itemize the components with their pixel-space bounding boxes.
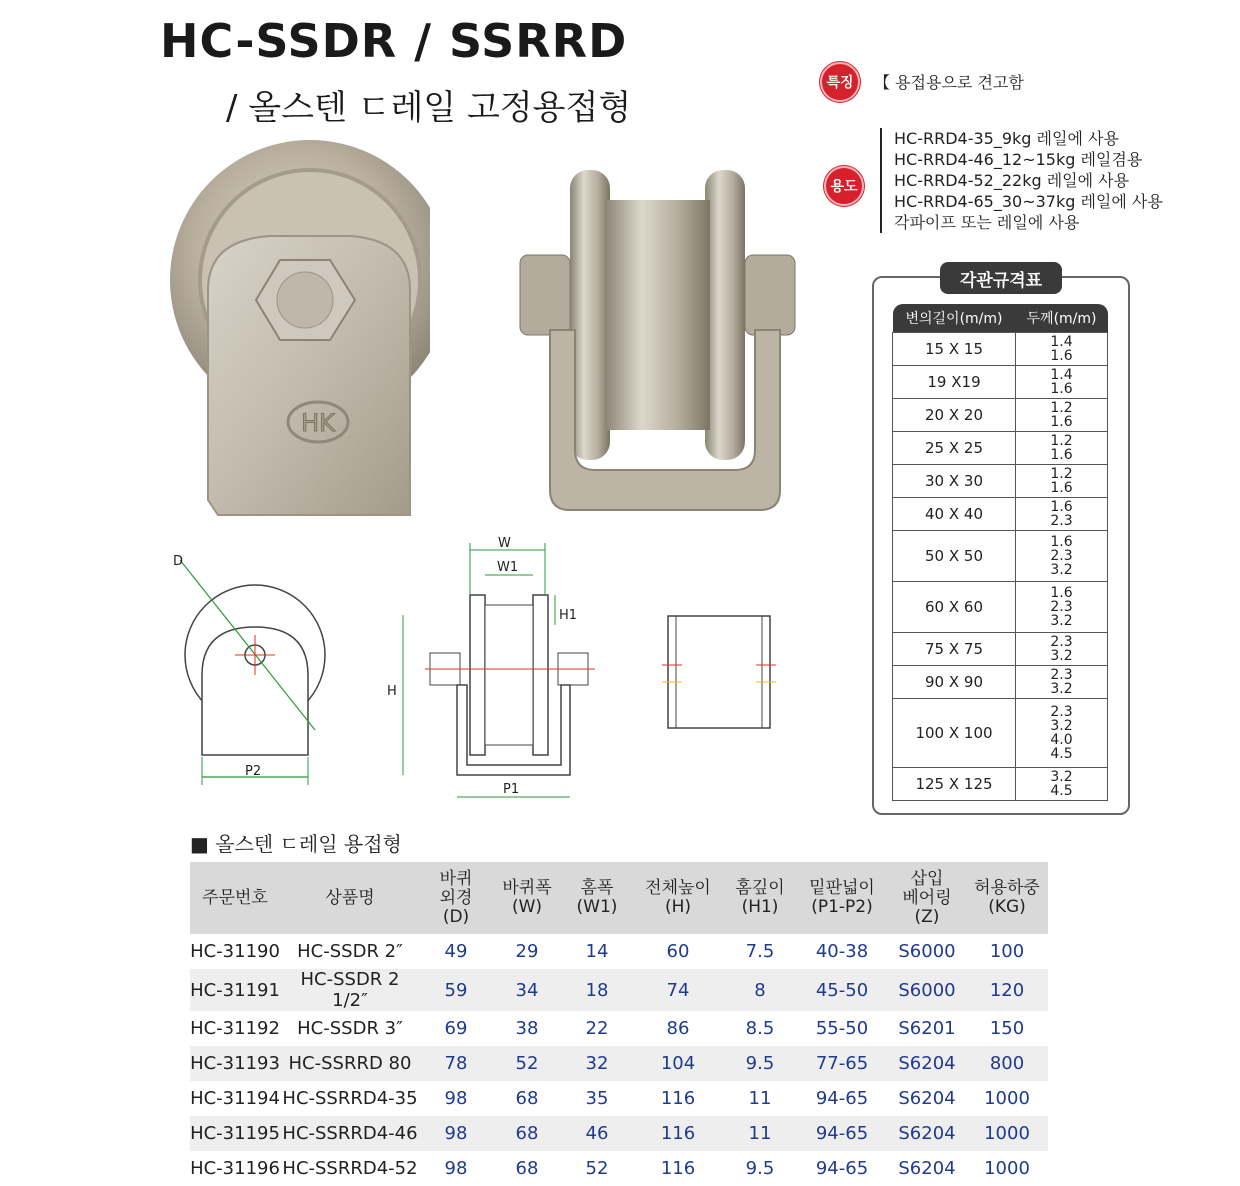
spec-size: 50 X 50 xyxy=(893,531,1016,582)
spec-row xyxy=(893,366,1108,399)
dim-label-w: W xyxy=(498,536,511,551)
product-cell: S6201 xyxy=(898,1018,956,1039)
product-cell: HC-SSDR 2 1/2″ xyxy=(280,969,420,1011)
product-cell: 69 xyxy=(444,1018,468,1039)
product-cell: 68 xyxy=(515,1088,539,1109)
product-cell: HC-SSRRD4-35 xyxy=(282,1088,418,1109)
product-cell: 94-65 xyxy=(815,1088,869,1109)
product-cell: 60 xyxy=(666,941,690,962)
product-header-line: 외경 xyxy=(439,887,473,908)
product-cell: 68 xyxy=(492,1116,562,1151)
spec-size: 19 X19 xyxy=(893,366,1016,399)
product-row xyxy=(190,1081,1048,1116)
product-cell: 11 xyxy=(724,1116,796,1151)
product-cell: 55-50 xyxy=(815,1018,869,1039)
product-cell: HC-31195 xyxy=(190,1116,280,1151)
dim-label-w1: W1 xyxy=(497,560,519,575)
product-cell: 98 xyxy=(444,1158,468,1179)
spec-thickness-value: 2.3 xyxy=(1050,634,1073,650)
product-row xyxy=(190,1151,1048,1186)
spec-row xyxy=(893,666,1108,699)
spec-size: 30 X 30 xyxy=(893,465,1016,498)
spec-row xyxy=(893,333,1108,366)
product-cell: 68 xyxy=(515,1158,539,1179)
product-header-cell xyxy=(492,862,562,934)
product-row xyxy=(190,1046,1048,1081)
spec-row xyxy=(893,531,1108,582)
spec-thickness-value: 1.6 xyxy=(1050,348,1073,364)
spec-thickness-value: 3.2 xyxy=(1050,613,1073,629)
product-photo-front xyxy=(160,140,430,520)
product-header-cell xyxy=(280,862,420,934)
product-header-line: (KG) xyxy=(988,897,1026,917)
spec-row xyxy=(893,465,1108,498)
product-header-row xyxy=(190,862,1048,934)
product-cell: HC-SSRRD4-46 xyxy=(280,1116,420,1151)
spec-size: 40 X 40 xyxy=(893,498,1016,531)
spec-thickness-value: 4.5 xyxy=(1050,783,1073,799)
spec-thickness-value: 2.3 xyxy=(1050,513,1073,529)
product-cell: 34 xyxy=(492,969,562,1011)
product-row xyxy=(190,1116,1048,1151)
spec-thickness xyxy=(1016,498,1108,531)
product-cell: HC-SSDR 2″ xyxy=(297,941,403,962)
product-cell: HC-31191 xyxy=(190,969,280,1011)
product-header-cell xyxy=(562,862,632,934)
product-cell: S6204 xyxy=(888,1046,966,1081)
product-row xyxy=(190,934,1048,969)
spec-thickness-value: 1.6 xyxy=(1050,585,1073,601)
product-header-line: 삽입 xyxy=(910,868,944,889)
spec-thickness-value: 3.2 xyxy=(1050,769,1073,785)
product-cell: 94-65 xyxy=(815,1158,869,1179)
spec-thickness-value: 1.6 xyxy=(1050,447,1073,463)
spec-thickness-value: 2.3 xyxy=(1050,704,1073,720)
product-cell: HC-SSRRD4-52 xyxy=(282,1158,418,1179)
product-cell: 7.5 xyxy=(745,941,775,962)
product-cell: 29 xyxy=(515,941,539,962)
spec-thickness-value: 1.4 xyxy=(1050,367,1073,383)
spec-size: 90 X 90 xyxy=(893,666,1016,699)
product-cell: 11 xyxy=(748,1088,772,1109)
dim-label-h1: H1 xyxy=(559,608,578,623)
usage-line: HC-RRD4-46_12~15kg 레일겸용 xyxy=(894,150,1143,169)
product-cell: S6000 xyxy=(888,969,966,1011)
dim-label-p2: P2 xyxy=(245,764,262,779)
product-cell: 120 xyxy=(966,969,1048,1011)
product-cell: 40-38 xyxy=(815,941,869,962)
product-cell: HC-31196 xyxy=(190,1158,280,1179)
page-title: HC-SSDR / SSRRD xyxy=(160,14,628,68)
spec-thickness-value: 2.3 xyxy=(1050,548,1073,564)
product-cell: 116 xyxy=(632,1116,724,1151)
product-cell: 77-65 xyxy=(796,1046,888,1081)
spec-row xyxy=(893,399,1108,432)
product-cell: 800 xyxy=(966,1046,1048,1081)
product-cell: 22 xyxy=(585,1018,609,1039)
product-cell: S6204 xyxy=(898,1088,956,1109)
spec-size: 15 X 15 xyxy=(893,333,1016,366)
product-header-cell xyxy=(190,862,280,934)
product-header-line: 상품명 xyxy=(325,887,375,908)
feature-badge: 특징 xyxy=(820,62,860,102)
product-cell: S6204 xyxy=(898,1158,956,1179)
spec-thickness-value: 3.2 xyxy=(1050,681,1073,697)
product-cell: 116 xyxy=(660,1158,696,1179)
spec-thickness xyxy=(1016,333,1108,366)
product-cell: 78 xyxy=(420,1046,492,1081)
product-cell: 18 xyxy=(562,969,632,1011)
product-table xyxy=(190,862,1048,1186)
spec-thickness-value: 1.2 xyxy=(1050,466,1073,482)
product-cell: 8 xyxy=(724,969,796,1011)
feature-text xyxy=(874,70,1024,93)
spec-row xyxy=(893,582,1108,633)
product-cell: HC-31194 xyxy=(190,1088,280,1109)
product-cell: 104 xyxy=(632,1046,724,1081)
product-cell: 59 xyxy=(420,969,492,1011)
product-cell: 14 xyxy=(585,941,609,962)
usage-line: HC-RRD4-52_22kg 레일에 사용 xyxy=(894,171,1130,190)
diagram-pipe xyxy=(660,610,780,735)
product-cell: 1000 xyxy=(966,1116,1048,1151)
product-cell: HC-SSRRD 80 xyxy=(280,1046,420,1081)
spec-table-title: 각관규격표 xyxy=(940,262,1062,294)
spec-thickness-value: 1.2 xyxy=(1050,433,1073,449)
product-cell: 38 xyxy=(515,1018,539,1039)
product-row xyxy=(190,969,1048,1011)
spec-thickness xyxy=(1016,633,1108,666)
spec-header-row xyxy=(893,304,1108,333)
usage-line: HC-RRD4-65_30~37kg 레일에 사용 xyxy=(894,192,1163,211)
spec-thickness-value: 1.6 xyxy=(1050,499,1073,515)
product-header-line: (Z) xyxy=(914,906,940,927)
product-cell: 74 xyxy=(632,969,724,1011)
spec-thickness xyxy=(1016,465,1108,498)
product-cell: 94-65 xyxy=(796,1116,888,1151)
product-cell: 8.5 xyxy=(745,1018,775,1039)
product-header-line: 허용하중 xyxy=(974,878,1040,898)
usage-list xyxy=(880,128,1163,233)
product-cell: S6000 xyxy=(898,941,956,962)
product-cell: 9.5 xyxy=(745,1158,775,1179)
product-header-line: 바퀴 xyxy=(439,868,473,889)
product-cell: 100 xyxy=(989,941,1025,962)
product-cell: 98 xyxy=(444,1088,468,1109)
spec-header-size: 변의길이(m/m) xyxy=(893,304,1016,333)
spec-row xyxy=(893,633,1108,666)
product-header-cell xyxy=(966,862,1048,934)
product-cell: HC-SSDR 3″ xyxy=(297,1018,403,1039)
spec-thickness-value: 1.6 xyxy=(1050,381,1073,397)
product-cell: 35 xyxy=(585,1088,609,1109)
product-photo-side xyxy=(510,160,810,520)
spec-thickness xyxy=(1016,699,1108,768)
spec-size: 100 X 100 xyxy=(893,699,1016,768)
product-cell: 9.5 xyxy=(724,1046,796,1081)
product-header-line: 전체높이 xyxy=(645,878,711,898)
spec-thickness-value: 1.2 xyxy=(1050,400,1073,416)
product-header-line: 홈깊이 xyxy=(735,878,785,898)
spec-row xyxy=(893,768,1108,801)
product-header-cell xyxy=(888,862,966,934)
product-cell: 52 xyxy=(492,1046,562,1081)
spec-thickness-value: 2.3 xyxy=(1050,667,1073,683)
product-cell: 32 xyxy=(562,1046,632,1081)
page-subtitle: / 올스텐 ㄷ레일 고정용접형 xyxy=(226,88,632,128)
spec-header-thickness: 두께(m/m) xyxy=(1016,304,1108,333)
product-header-cell xyxy=(796,862,888,934)
product-cell: 52 xyxy=(585,1158,609,1179)
product-cell: HC-31190 xyxy=(190,941,280,962)
usage-line: 각파이프 또는 레일에 사용 xyxy=(894,213,1080,232)
product-header-line: (W1) xyxy=(576,897,618,917)
spec-thickness-value: 1.6 xyxy=(1050,414,1073,430)
product-cell: 45-50 xyxy=(796,969,888,1011)
product-cell: 1000 xyxy=(984,1158,1030,1179)
spec-row xyxy=(893,699,1108,768)
product-header-line: (H1) xyxy=(741,897,779,917)
product-cell: 116 xyxy=(660,1088,696,1109)
spec-thickness-value: 4.0 xyxy=(1050,732,1073,748)
spec-thickness xyxy=(1016,666,1108,699)
spec-thickness-value: 1.4 xyxy=(1050,334,1073,350)
product-header-cell xyxy=(420,862,492,934)
spec-size: 125 X 125 xyxy=(893,768,1016,801)
spec-thickness xyxy=(1016,399,1108,432)
dim-label-d: D xyxy=(173,554,184,569)
product-header-line: 밑판넓이 xyxy=(809,878,875,898)
spec-thickness xyxy=(1016,768,1108,801)
spec-size: 60 X 60 xyxy=(893,582,1016,633)
spec-thickness xyxy=(1016,531,1108,582)
product-header-line: (D) xyxy=(442,906,470,927)
diagram-front xyxy=(160,545,340,795)
product-cell: 49 xyxy=(444,941,468,962)
spec-thickness xyxy=(1016,432,1108,465)
product-header-line: 베어링 xyxy=(902,887,952,908)
spec-thickness-value: 1.6 xyxy=(1050,480,1073,496)
usage-badge: 용도 xyxy=(824,166,864,206)
spec-row xyxy=(893,432,1108,465)
usage-line: HC-RRD4-35_9kg 레일에 사용 xyxy=(894,129,1119,148)
product-header-cell xyxy=(632,862,724,934)
spec-row xyxy=(893,498,1108,531)
product-row xyxy=(190,1011,1048,1046)
spec-size: 75 X 75 xyxy=(893,633,1016,666)
spec-thickness-value: 4.5 xyxy=(1050,746,1073,762)
spec-thickness-value: 2.3 xyxy=(1050,599,1073,615)
product-header-cell xyxy=(724,862,796,934)
spec-table xyxy=(892,304,1108,801)
spec-thickness-value: 1.6 xyxy=(1050,534,1073,550)
hk-logo: HK xyxy=(301,409,335,437)
spec-thickness xyxy=(1016,582,1108,633)
dim-label-p1: P1 xyxy=(503,782,520,797)
bracket-glyph: 【 xyxy=(874,73,896,92)
product-cell: 86 xyxy=(666,1018,690,1039)
spec-size: 20 X 20 xyxy=(893,399,1016,432)
product-header-line: (W) xyxy=(511,897,543,917)
product-cell: 98 xyxy=(420,1116,492,1151)
spec-thickness-value: 3.2 xyxy=(1050,648,1073,664)
spec-thickness-value: 3.2 xyxy=(1050,562,1073,578)
dim-label-h: H xyxy=(387,684,397,699)
spec-thickness-value: 3.2 xyxy=(1050,718,1073,734)
spec-thickness xyxy=(1016,366,1108,399)
product-header-line: 바퀴폭 xyxy=(502,878,552,898)
product-header-line: (H) xyxy=(664,897,692,917)
product-header-line: 홈폭 xyxy=(580,878,614,898)
spec-size: 25 X 25 xyxy=(893,432,1016,465)
product-cell: HC-31193 xyxy=(190,1046,280,1081)
product-header-line: (P1-P2) xyxy=(811,897,873,917)
product-cell: 46 xyxy=(562,1116,632,1151)
product-cell: 1000 xyxy=(984,1088,1030,1109)
feature-text-value: 용접용으로 견고함 xyxy=(895,73,1024,92)
section-title: ■ 올스텐 ㄷ레일 용접형 xyxy=(190,832,402,856)
product-cell: S6204 xyxy=(888,1116,966,1151)
product-cell: 150 xyxy=(989,1018,1025,1039)
diagram-side xyxy=(385,535,605,805)
product-cell: HC-31192 xyxy=(190,1018,280,1039)
product-header-line: 주문번호 xyxy=(202,887,268,908)
